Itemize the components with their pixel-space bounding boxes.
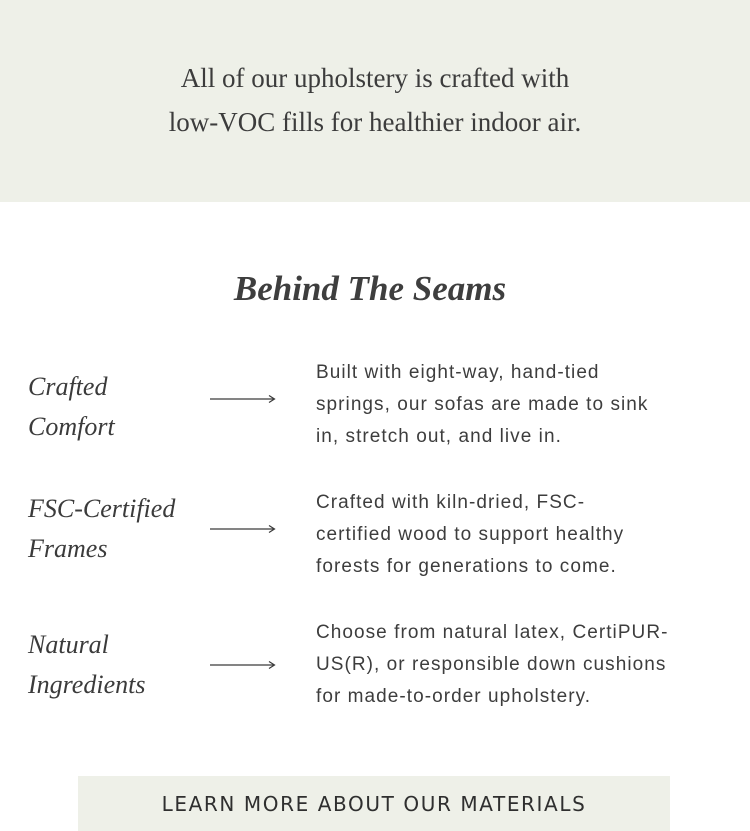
- feature-title: [28, 489, 198, 569]
- feature-description: [316, 357, 736, 453]
- learn-more-materials-button[interactable]: LEARN MORE ABOUT OUR MATERIALS: [78, 776, 670, 831]
- feature-title-line-2: Ingredients: [28, 670, 146, 699]
- right-arrow-icon: [210, 524, 276, 534]
- feature-desc-line-3: forests for generations to come.: [316, 556, 617, 577]
- banner-line-2: low-VOC fills for healthier indoor air.: [168, 107, 582, 137]
- intro-banner: [0, 0, 750, 202]
- feature-desc-line-1: Built with eight-way, hand-tied: [316, 362, 600, 383]
- feature-title: [28, 625, 198, 705]
- feature-desc-line-2: US(R), or responsible down cushions: [316, 654, 667, 675]
- banner-line-1: All of our upholstery is crafted with: [180, 63, 570, 93]
- feature-desc-line-3: for made-to-order upholstery.: [316, 686, 592, 707]
- feature-desc-line-2: certified wood to support healthy: [316, 524, 625, 545]
- feature-title-line-2: Frames: [28, 534, 108, 563]
- feature-desc-line-2: springs, our sofas are made to sink: [316, 394, 649, 415]
- feature-title-line-1: Natural: [28, 630, 109, 659]
- feature-desc-line-1: Crafted with kiln-dried, FSC-: [316, 492, 586, 513]
- feature-title-line-2: Comfort: [28, 412, 115, 441]
- right-arrow-icon: [210, 394, 276, 404]
- feature-desc-line-1: Choose from natural latex, CertiPUR-: [316, 622, 669, 643]
- feature-title: [28, 367, 198, 447]
- feature-desc-line-3: in, stretch out, and live in.: [316, 426, 562, 447]
- feature-description: [316, 487, 736, 583]
- section-title: Behind The Seams: [233, 269, 507, 308]
- feature-title-line-1: FSC-Certified: [28, 494, 176, 523]
- feature-description: [316, 617, 736, 713]
- banner-text: [135, 56, 615, 144]
- feature-title-line-1: Crafted: [28, 372, 108, 401]
- right-arrow-icon: [210, 660, 276, 670]
